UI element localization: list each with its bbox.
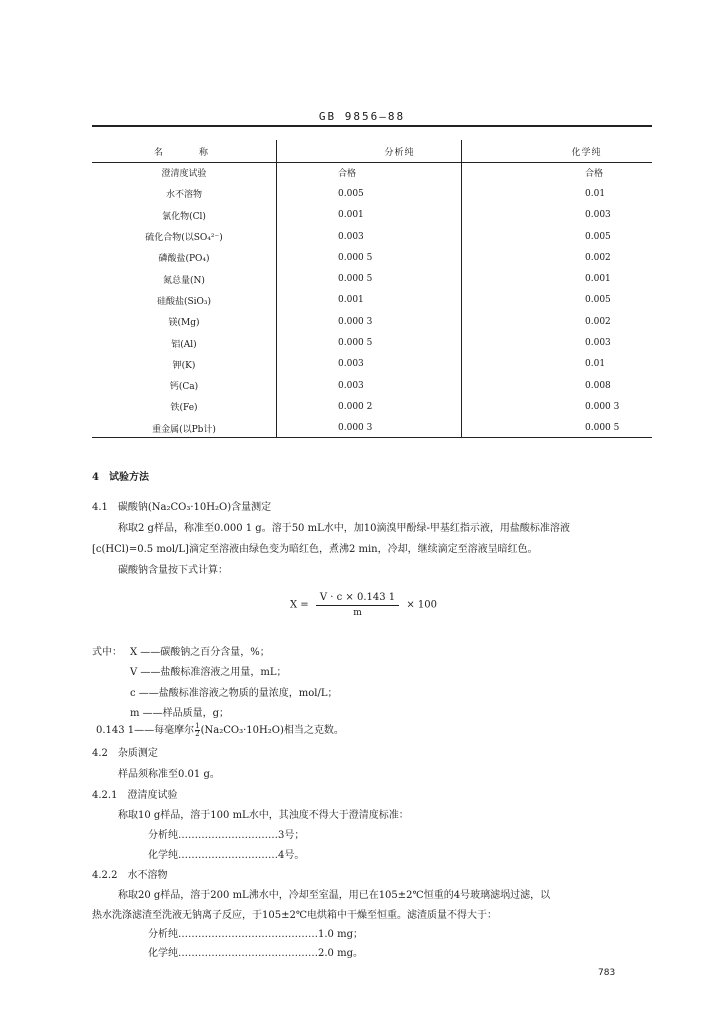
cell-item-name: 重金属(以Pb计) bbox=[152, 424, 216, 435]
where-item-m: m ——样品质量，g； bbox=[130, 708, 230, 719]
cell-item-name: 氯化物(Cl) bbox=[162, 211, 206, 222]
col-header-chemical: 化学纯 bbox=[571, 147, 602, 158]
cell-analytical-value: 0.000 5 bbox=[338, 252, 373, 263]
formula-fraction bbox=[316, 592, 399, 618]
section-4-1-para-1: 称取2 g样品，称准至0.000 1 g。溶于50 mL水中，加10滴溴甲酚绿-甲基红指示液，用盐酸标准溶液 bbox=[118, 523, 570, 534]
table-row bbox=[92, 268, 650, 289]
cell-chemical-value: 0.002 bbox=[585, 252, 611, 263]
formula-denominator: m bbox=[353, 608, 362, 618]
section-4-2-para: 样品须称准至0.01 g。 bbox=[118, 769, 220, 780]
page-number: 783 bbox=[598, 968, 616, 978]
standard-header: GB 9856—88 bbox=[318, 110, 406, 123]
content-formula bbox=[290, 592, 437, 618]
cell-analytical-value: 0.000 5 bbox=[338, 274, 373, 285]
cell-chemical-value: 0.002 bbox=[585, 316, 611, 327]
cell-analytical-value: 0.000 3 bbox=[338, 316, 373, 327]
cell-chemical-value: 0.000 5 bbox=[585, 423, 620, 434]
section-4-1-para-2: [c(HCl)=0.5 mol/L]滴定至溶液由绿色变为暗红色，煮沸2 min，冷却，继续滴定至溶液呈暗红色。 bbox=[92, 544, 538, 555]
cell-item-name: 澄清度试验 bbox=[161, 169, 207, 180]
table-row bbox=[92, 247, 650, 268]
cell-analytical-value: 0.003 bbox=[338, 380, 364, 391]
cell-item-name: 钙(Ca) bbox=[169, 382, 199, 393]
formula-lhs: X = bbox=[290, 599, 309, 611]
specification-table bbox=[92, 140, 650, 439]
section-4-title: 4 试验方法 bbox=[92, 472, 149, 483]
cell-item-name: 铁(Fe) bbox=[170, 403, 198, 414]
section-4-1-title: 4.1 碳酸钠(Na₂CO₃·10H₂O)含量测定 bbox=[92, 502, 272, 513]
where-item-c: c ——盐酸标准溶液之物质的量浓度，mol/L； bbox=[130, 688, 338, 699]
table-row bbox=[92, 354, 650, 375]
half-denominator: 2 bbox=[195, 730, 200, 738]
section-4-2-2-chemical: 化学纯……………………………………2.0 mg。 bbox=[148, 948, 363, 959]
section-4-2-2-para-2: 热水洗涤滤渣至洗液无钠离子反应，于105±2℃电烘箱中干燥至恒重。滤渣质量不得大于： bbox=[92, 910, 498, 921]
cell-chemical-value: 0.01 bbox=[585, 188, 606, 199]
cell-analytical-value: 0.003 bbox=[338, 231, 364, 242]
col-header-analytical: 分析纯 bbox=[384, 147, 415, 158]
section-4-2-title: 4.2 杂质测定 bbox=[92, 748, 158, 759]
cell-chemical-value: 0.003 bbox=[585, 338, 611, 349]
cell-analytical-value: 0.000 5 bbox=[338, 338, 373, 349]
cell-item-name: 铝(Al) bbox=[171, 339, 197, 350]
table-row bbox=[92, 290, 650, 311]
cell-chemical-value: 0.003 bbox=[585, 210, 611, 221]
section-4-2-1-chemical: 化学纯…………………………4号。 bbox=[148, 850, 305, 861]
section-4-2-2-para-1: 称取20 g样品，溶于200 mL沸水中，冷却至室温，用已在105±2℃恒重的4号玻璃滤埚过滤，以 bbox=[118, 890, 551, 901]
where-constant-pre: 0.143 1——每毫摩尔 bbox=[96, 725, 195, 736]
cell-item-name: 硅酸盐(SiO₃) bbox=[156, 296, 212, 307]
table-row bbox=[92, 375, 650, 396]
formula-numerator: V · c × 0.143 1 bbox=[316, 592, 399, 606]
table-row bbox=[92, 332, 650, 353]
section-4-2-2-title: 4.2.2 水不溶物 bbox=[92, 870, 168, 881]
where-item-x: X ——碳酸钠之百分含量，%； bbox=[130, 647, 270, 658]
cell-analytical-value: 合格 bbox=[338, 169, 357, 180]
section-4-2-1-analytical: 分析纯…………………………3号； bbox=[148, 830, 305, 841]
where-item-constant bbox=[96, 721, 344, 738]
where-label: 式中： bbox=[92, 647, 122, 658]
cell-item-name: 氮总量(N) bbox=[163, 275, 205, 286]
cell-analytical-value: 0.005 bbox=[338, 188, 364, 199]
table-header-row bbox=[92, 140, 650, 162]
cell-chemical-value: 0.008 bbox=[585, 380, 611, 391]
section-4-1-para-3: 碳酸钠含量按下式计算： bbox=[118, 565, 228, 576]
cell-item-name: 水不溶物 bbox=[165, 190, 202, 201]
cell-item-name: 硫化合物(以SO₄²⁻) bbox=[145, 233, 223, 244]
table-row bbox=[92, 205, 650, 226]
table-row bbox=[92, 226, 650, 247]
where-item-v: V ——盐酸标准溶液之用量，mL； bbox=[130, 667, 287, 678]
cell-item-name: 镁(Mg) bbox=[168, 318, 200, 329]
cell-item-name: 磷酸盐(PO₄) bbox=[158, 254, 210, 265]
table-top-rule bbox=[92, 125, 652, 127]
section-4-2-1-title: 4.2.1 澄清度试验 bbox=[92, 790, 178, 801]
cell-chemical-value: 合格 bbox=[585, 169, 604, 180]
cell-analytical-value: 0.000 2 bbox=[338, 401, 373, 412]
cell-analytical-value: 0.001 bbox=[338, 210, 364, 221]
table-row bbox=[92, 311, 650, 332]
cell-analytical-value: 0.001 bbox=[338, 295, 364, 306]
cell-chemical-value: 0.01 bbox=[585, 359, 606, 370]
cell-analytical-value: 0.003 bbox=[338, 359, 364, 370]
col-header-name: 名 称 bbox=[153, 147, 214, 158]
section-4-2-2-analytical: 分析纯……………………………………1.0 mg； bbox=[148, 929, 363, 940]
section-4-2-1-para: 称取10 g样品，溶于100 mL水中，其浊度不得大于澄清度标准： bbox=[118, 810, 409, 821]
cell-analytical-value: 0.000 3 bbox=[338, 423, 373, 434]
table-row bbox=[92, 183, 650, 204]
half-numerator: 1 bbox=[195, 722, 200, 730]
cell-chemical-value: 0.001 bbox=[585, 274, 611, 285]
formula-rhs: × 100 bbox=[406, 599, 437, 611]
table-row bbox=[92, 418, 650, 439]
where-constant-post: (Na₂CO₃·10H₂O)相当之克数。 bbox=[200, 725, 344, 736]
table-row bbox=[92, 162, 650, 183]
cell-chemical-value: 0.005 bbox=[585, 295, 611, 306]
cell-chemical-value: 0.005 bbox=[585, 231, 611, 242]
table-row bbox=[92, 396, 650, 417]
cell-chemical-value: 0.000 3 bbox=[585, 401, 620, 412]
cell-item-name: 钾(K) bbox=[172, 360, 196, 371]
half-fraction bbox=[195, 723, 199, 738]
